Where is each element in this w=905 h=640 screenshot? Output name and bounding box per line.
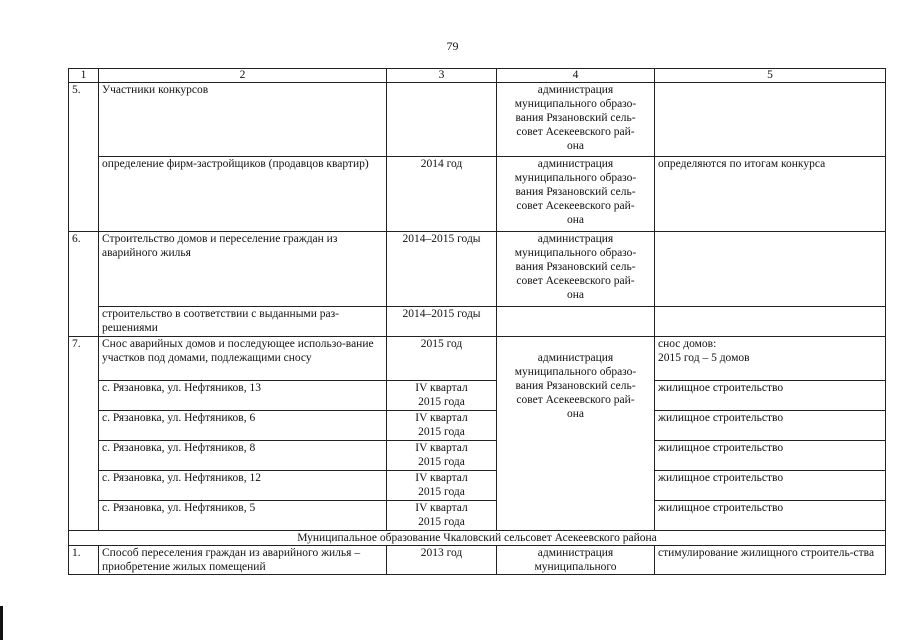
- period-cell: 2014–2015 годы: [387, 232, 497, 307]
- period-line: IV квартал: [415, 502, 468, 514]
- table-row: [69, 501, 886, 531]
- period-cell: [387, 381, 497, 411]
- page-number: 79: [446, 39, 459, 53]
- result-cell: жилищное строительство: [655, 471, 886, 501]
- address-text: с. Рязановка, ул. Нефтяников, 12: [99, 471, 387, 501]
- result-cell: жилищное строительство: [655, 411, 886, 441]
- table-row: [69, 83, 886, 157]
- table-row: [69, 337, 886, 381]
- executor-cell: [497, 232, 655, 307]
- executor-line: вания Рязановский сель-: [515, 186, 636, 198]
- row-number: 1.: [69, 546, 99, 575]
- table-row: [69, 307, 886, 337]
- executor-line: администрация: [537, 352, 614, 364]
- header-col-3: 3: [387, 69, 497, 83]
- executor-line: муниципального образо-: [514, 366, 637, 378]
- result-cell: жилищное строительство: [655, 501, 886, 531]
- executor-line: она: [566, 214, 584, 226]
- result-cell: стимулирование жилищного строитель-ства: [655, 546, 886, 575]
- table-row: [69, 546, 886, 575]
- header-col-1: 1: [69, 69, 99, 83]
- result-cell: жилищное строительство: [655, 441, 886, 471]
- result-cell: [655, 307, 886, 337]
- header-col-4: 4: [497, 69, 655, 83]
- address-text: с. Рязановка, ул. Нефтяников, 5: [99, 501, 387, 531]
- executor-line: администрация: [537, 547, 614, 559]
- executor-line: администрация: [537, 233, 614, 245]
- measure-text: строительство в соответствии с выданными раз-решениями: [99, 307, 387, 337]
- executor-line: муниципального образо-: [514, 98, 637, 110]
- executor-line: вания Рязановский сель-: [515, 112, 636, 124]
- result-line: 2015 год – 5 домов: [658, 352, 750, 364]
- measure-text: Строительство домов и переселение граждан из аварийного жилья: [99, 232, 387, 307]
- period-cell: [387, 501, 497, 531]
- address-text: с. Рязановка, ул. Нефтяников, 6: [99, 411, 387, 441]
- measure-text: Снос аварийных домов и последующее использо-вание участков под домами, подлежащими сносу: [99, 337, 387, 381]
- period-cell: [387, 83, 497, 157]
- executor-cell: [497, 546, 655, 575]
- table-header-row: [69, 69, 886, 83]
- result-cell: жилищное строительство: [655, 381, 886, 411]
- row-number: 7.: [69, 337, 99, 531]
- executor-line: совет Асекеевского рай-: [516, 126, 635, 138]
- section-row: [69, 531, 886, 546]
- header-col-2: 2: [99, 69, 387, 83]
- table-row: [69, 471, 886, 501]
- period-cell: [387, 471, 497, 501]
- result-cell: [655, 83, 886, 157]
- period-line: IV квартал: [415, 472, 468, 484]
- executor-line: совет Асекеевского рай-: [516, 394, 635, 406]
- program-table: [68, 68, 886, 575]
- executor-line: муниципального: [534, 561, 617, 573]
- margin-rule: [0, 606, 3, 640]
- executor-line: вания Рязановский сель-: [515, 380, 636, 392]
- result-cell: определяются по итогам конкурса: [655, 157, 886, 232]
- period-line: IV квартал: [415, 382, 468, 394]
- period-cell: 2015 год: [387, 337, 497, 381]
- measure-text: Участники конкурсов: [99, 83, 387, 157]
- executor-line: муниципального образо-: [514, 247, 637, 259]
- period-line: 2015 года: [418, 486, 465, 498]
- executor-line: она: [566, 140, 584, 152]
- address-text: с. Рязановка, ул. Нефтяников, 13: [99, 381, 387, 411]
- row-number: 6.: [69, 232, 99, 337]
- executor-line: совет Асекеевского рай-: [516, 275, 635, 287]
- period-cell: [387, 411, 497, 441]
- period-cell: 2014–2015 годы: [387, 307, 497, 337]
- result-line: снос домов:: [658, 338, 717, 350]
- executor-line: она: [566, 408, 584, 420]
- table-row: [69, 381, 886, 411]
- executor-cell: [497, 337, 655, 531]
- period-line: IV квартал: [415, 442, 468, 454]
- result-cell: [655, 337, 886, 381]
- result-cell: [655, 232, 886, 307]
- executor-line: администрация: [537, 84, 614, 96]
- header-col-5: 5: [655, 69, 886, 83]
- period-cell: 2013 год: [387, 546, 497, 575]
- address-text: с. Рязановка, ул. Нефтяников, 8: [99, 441, 387, 471]
- period-cell: 2014 год: [387, 157, 497, 232]
- measure-text: Способ переселения граждан из аварийного жилья – приобретение жилых помещений: [99, 546, 387, 575]
- period-line: 2015 года: [418, 426, 465, 438]
- period-cell: [387, 441, 497, 471]
- measure-text: определение фирм-застройщиков (продавцов квартир): [99, 157, 387, 232]
- row-number: 5.: [69, 83, 99, 232]
- table-row: [69, 411, 886, 441]
- period-line: 2015 года: [418, 396, 465, 408]
- table-row: [69, 441, 886, 471]
- period-line: IV квартал: [415, 412, 468, 424]
- table-row: [69, 232, 886, 307]
- executor-line: совет Асекеевского рай-: [516, 200, 635, 212]
- executor-line: она: [566, 289, 584, 301]
- executor-cell: [497, 83, 655, 157]
- executor-line: администрация: [537, 158, 614, 170]
- executor-cell: [497, 157, 655, 232]
- executor-cell: [497, 307, 655, 337]
- period-line: 2015 года: [418, 456, 465, 468]
- section-title: Муниципальное образование Чкаловский сельсовет Асекеевского района: [69, 531, 886, 546]
- executor-line: муниципального образо-: [514, 172, 637, 184]
- table-row: [69, 157, 886, 232]
- period-line: 2015 года: [418, 516, 465, 528]
- executor-line: вания Рязановский сель-: [515, 261, 636, 273]
